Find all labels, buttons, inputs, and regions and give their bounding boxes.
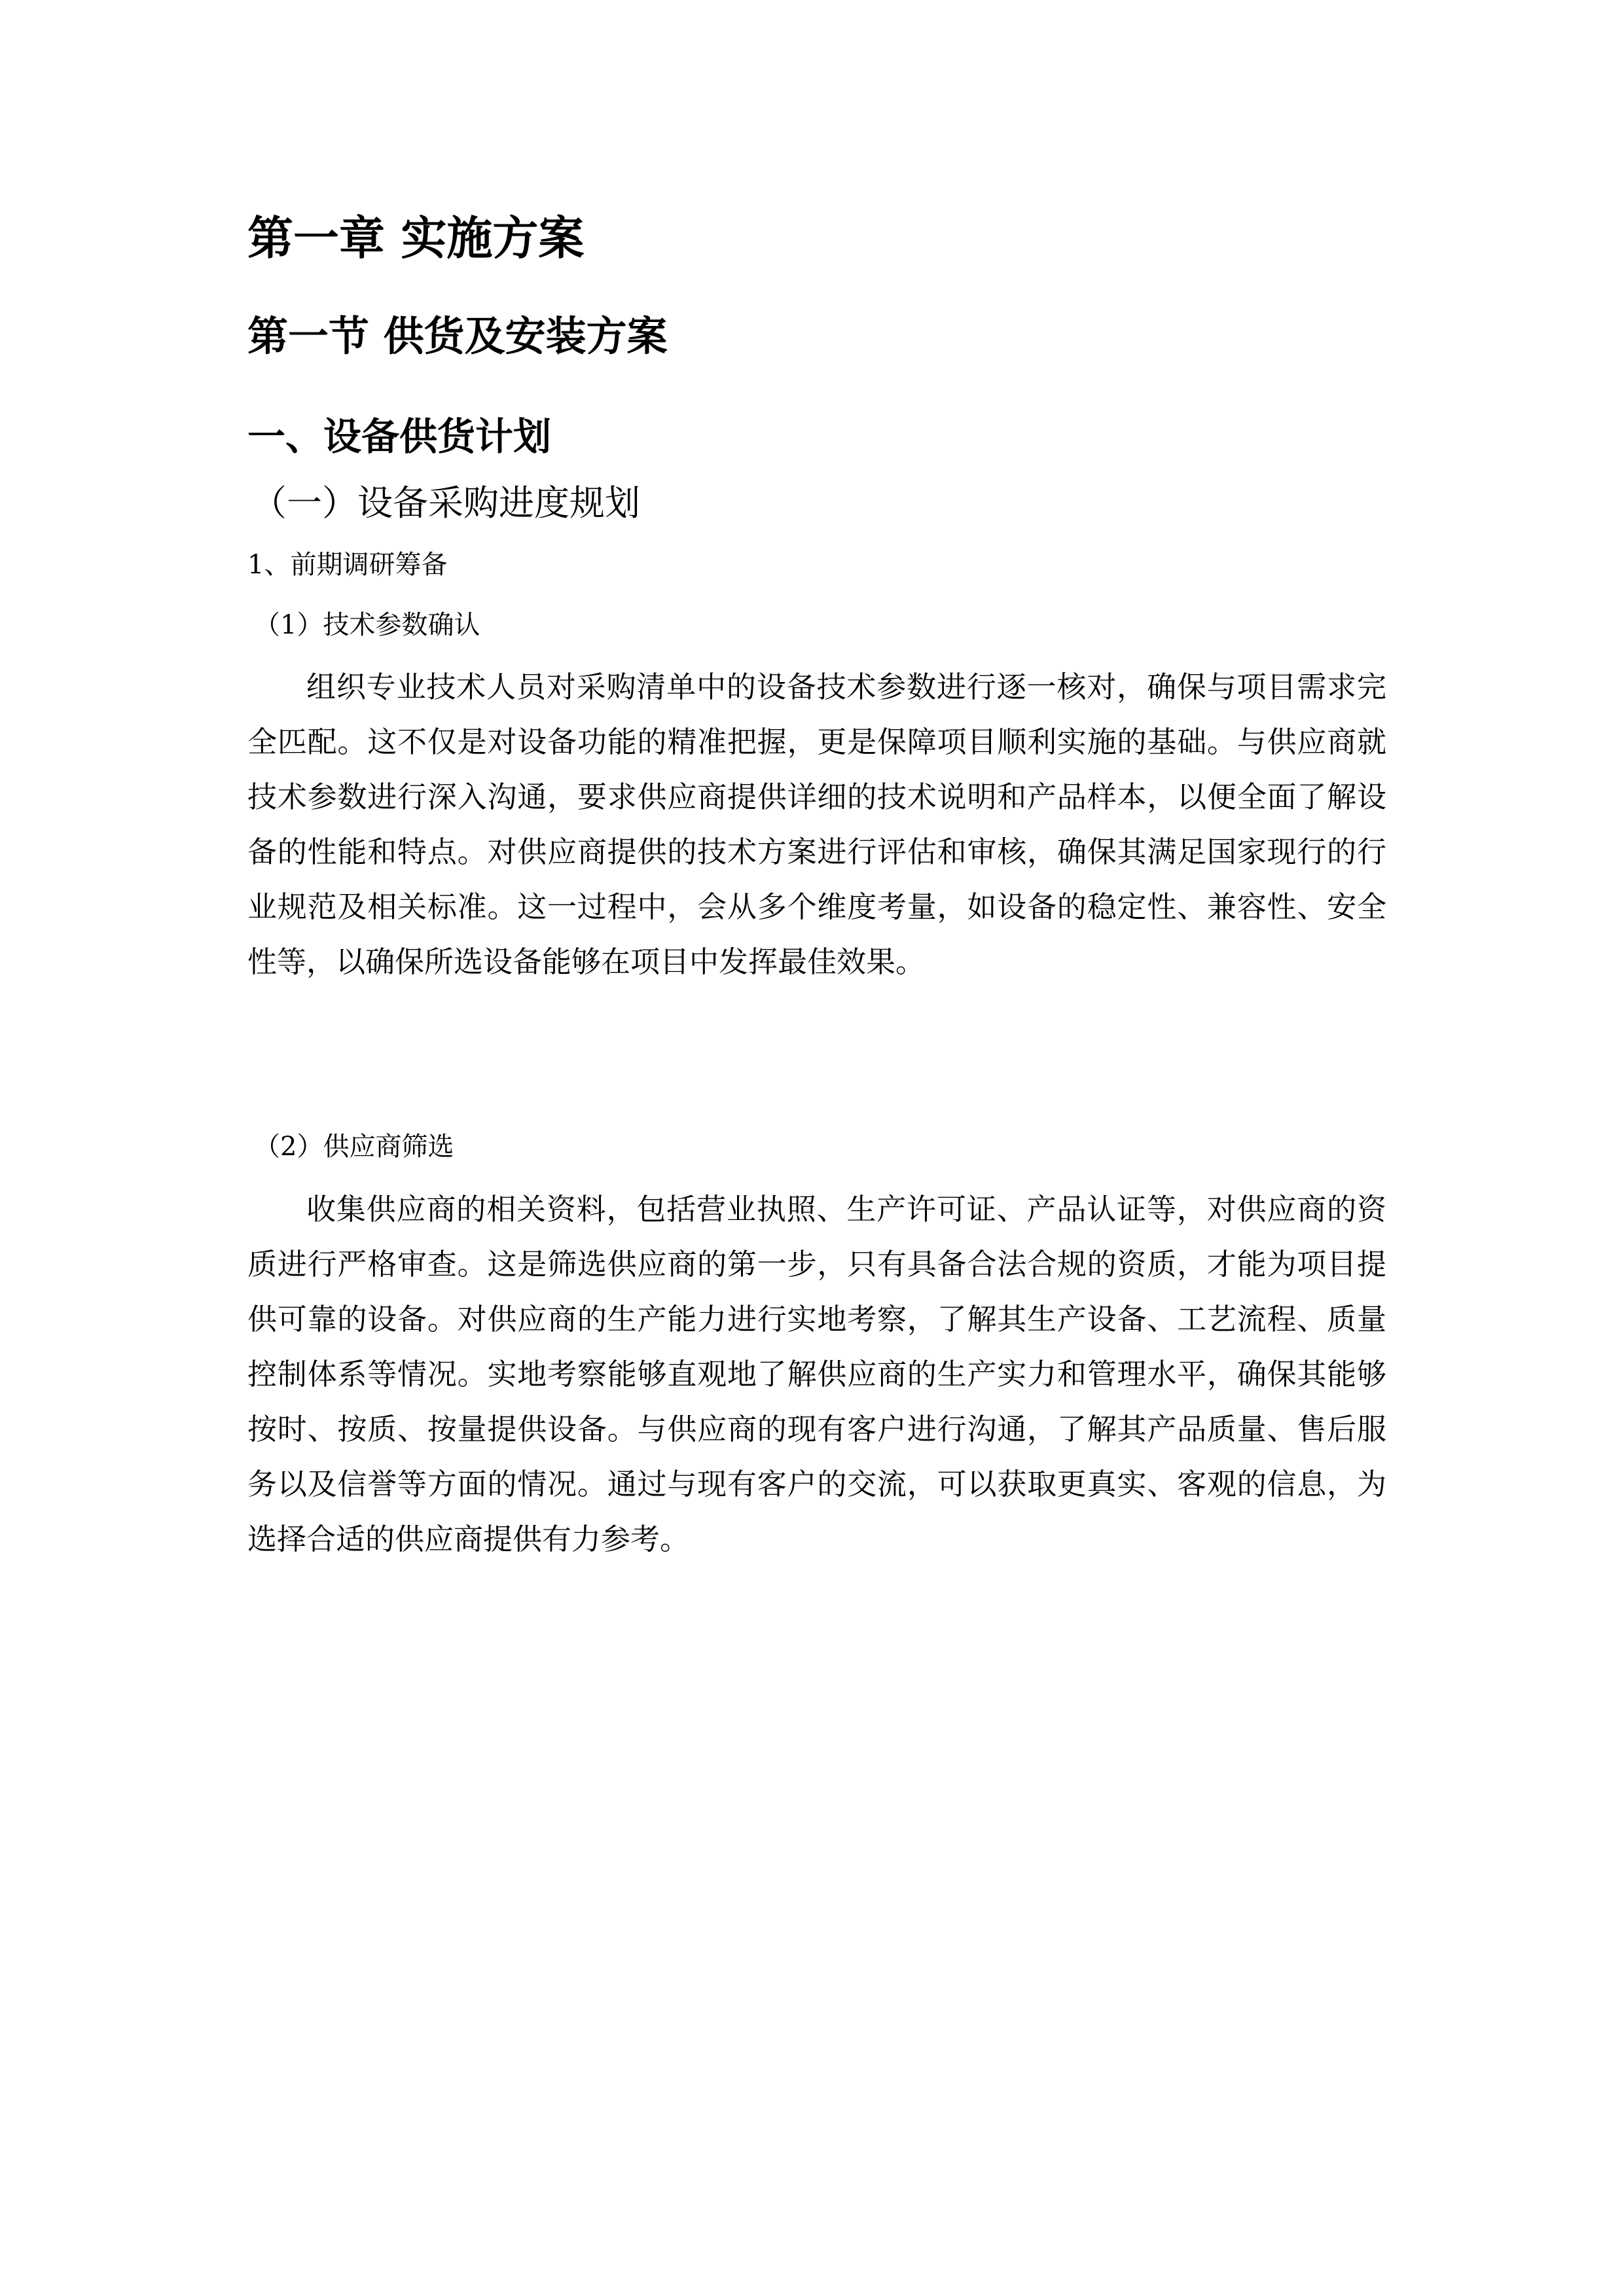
- heading-level-3: 1、前期调研筹备: [247, 550, 448, 580]
- heading-level-1: 一、设备供货计划: [247, 414, 552, 459]
- subsection-title-supplier-screening: （2）供应商筛选: [254, 1132, 454, 1162]
- section-title: 第一节 供货及安装方案: [247, 312, 668, 360]
- heading-level-2: （一）设备采购进度规划: [251, 482, 640, 524]
- chapter-title: 第一章 实施方案: [247, 211, 585, 265]
- paragraph-technical-params: 组织专业技术人员对采购清单中的设备技术参数进行逐一核对，确保与项目需求完全匹配。这不仅是对设备功能的精准把握，更是保障项目顺利实施的基础。与供应商就技术参数进行深入沟通，要求供应商提供详细的技术说明和产品样本，以便全面了解设备的性能和特点。对供应商提供的技术方案进行评估和审核，确保其满足国家现行的行业规范及相关标准。这一过程中，会从多个维度考量，如设备的稳定性、兼容性、安全性等，以确保所选设备能够在项目中发挥最佳效果。: [247, 670, 1386, 979]
- paragraph-supplier-screening: 收集供应商的相关资料，包括营业执照、生产许可证、产品认证等，对供应商的资质进行严格审查。这是筛选供应商的第一步，只有具备合法合规的资质，才能为项目提供可靠的设备。对供应商的生产能力进行实地考察，了解其生产设备、工艺流程、质量控制体系等情况。实地考察能够直观地了解供应商的生产实力和管理水平，确保其能够按时、按质、按量提供设备。与供应商的现有客户进行沟通，了解其产品质量、售后服务以及信誉等方面的情况。通过与现有客户的交流，可以获取更真实、客观的信息，为选择合适的供应商提供有力参考。: [247, 1192, 1386, 1556]
- subsection-title-technical-params: （1）技术参数确认: [254, 610, 480, 640]
